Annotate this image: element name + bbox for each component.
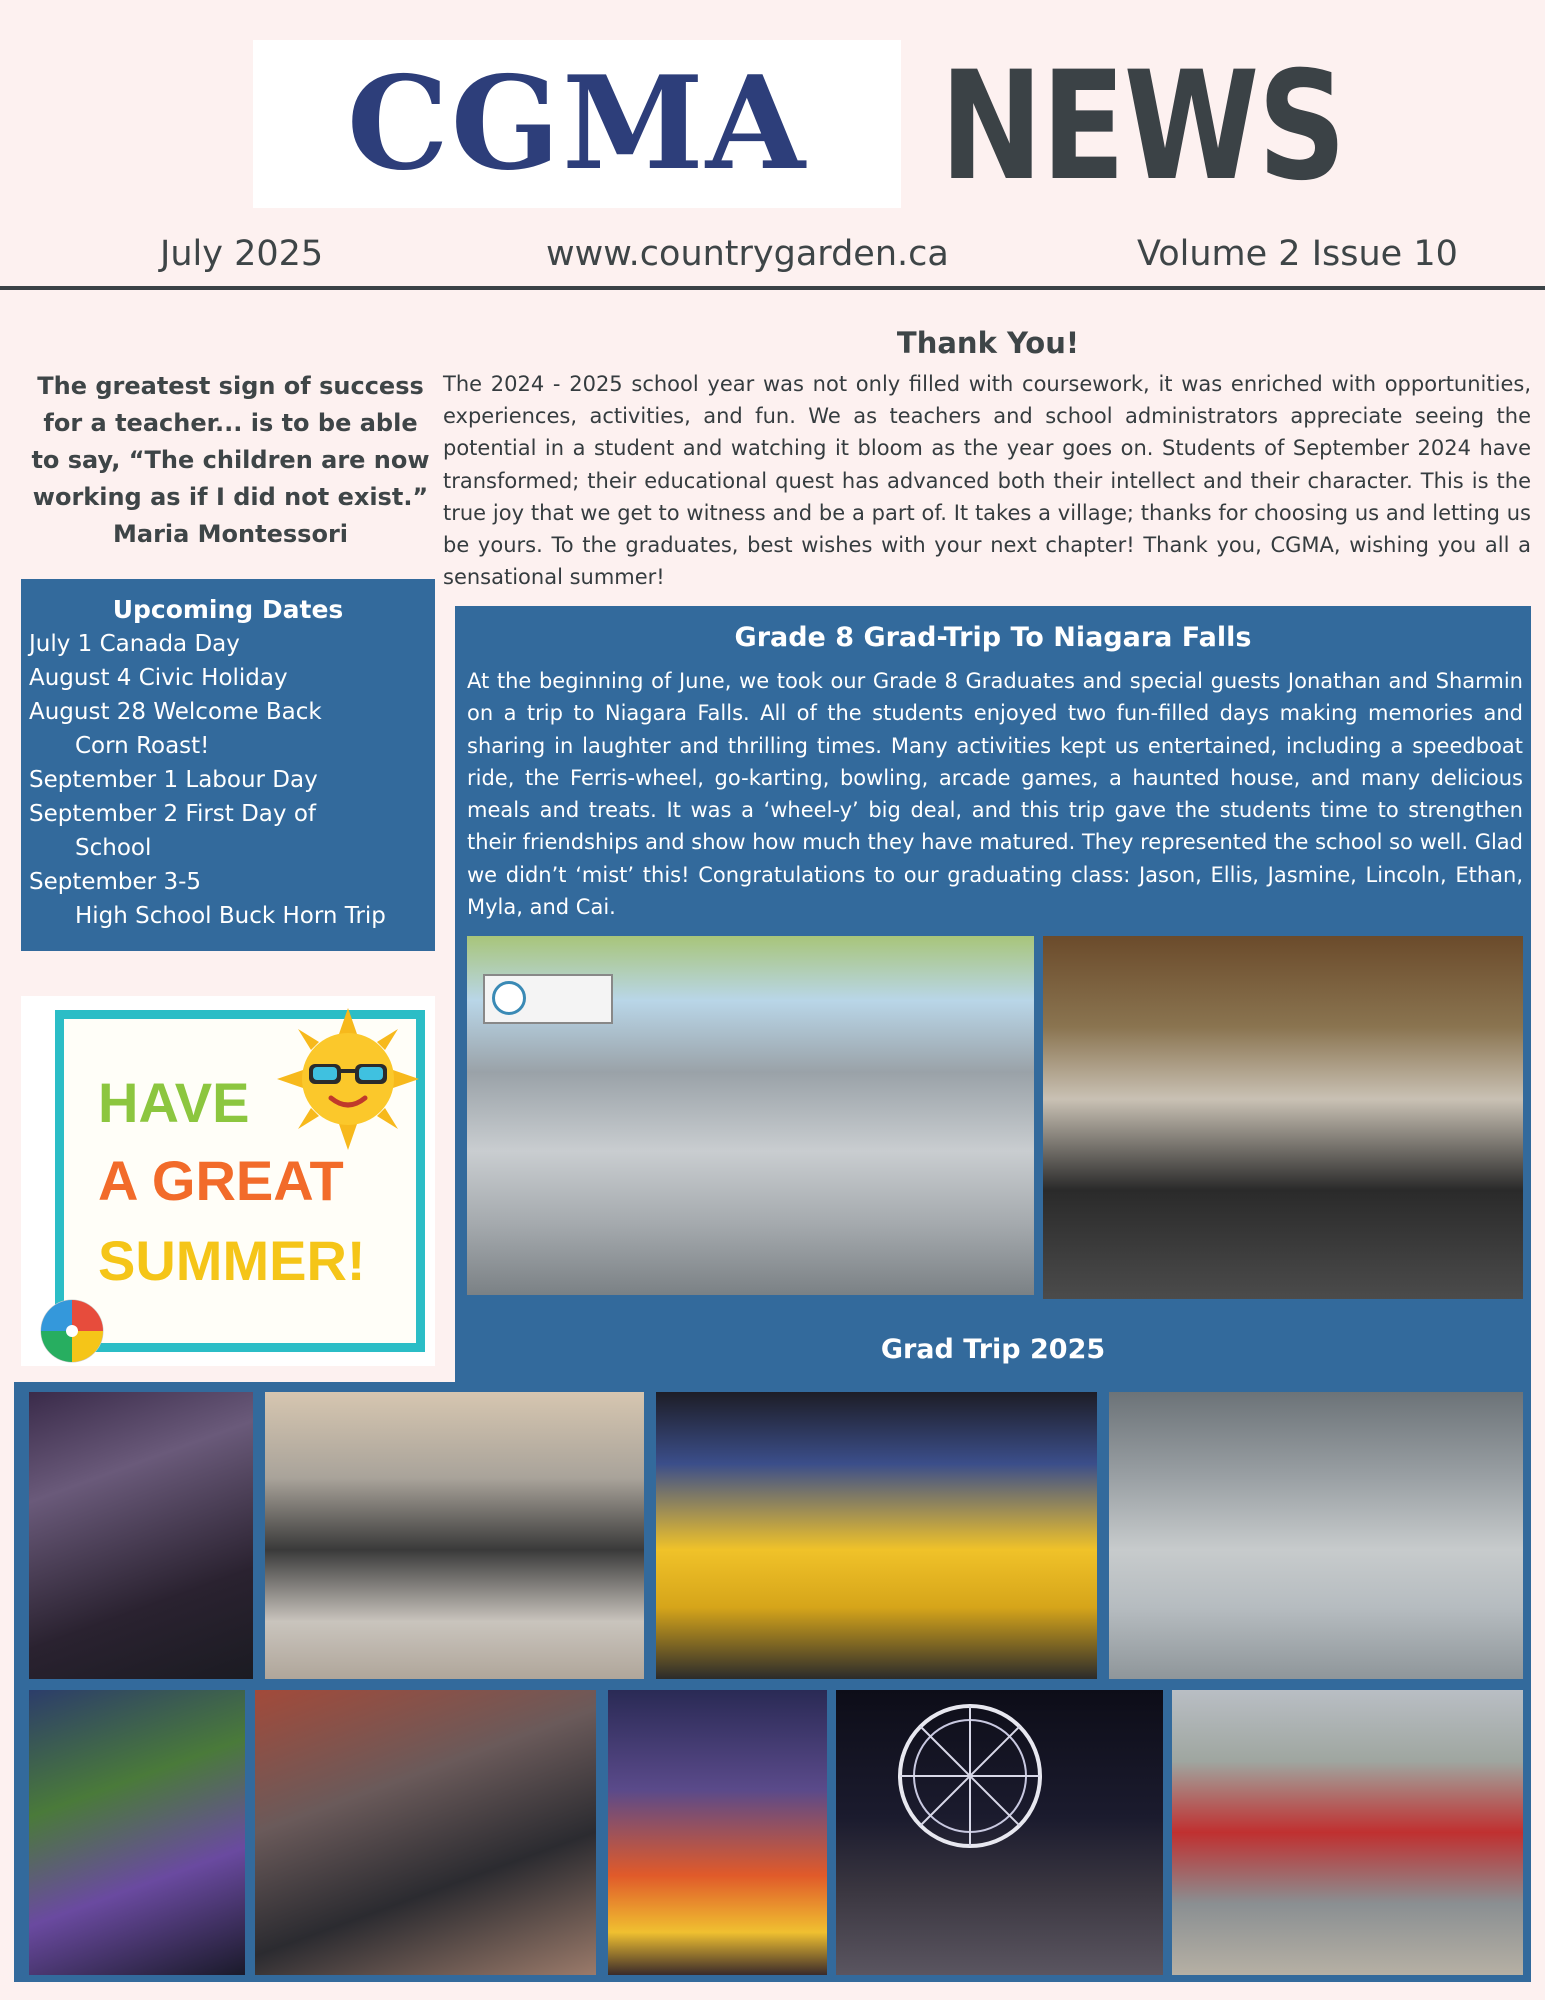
quote-text: The greatest sign of success for a teacher... is to be able to say, “The children are now working as if I did not exist.” [31, 372, 430, 511]
thank-you-body: The 2024 - 2025 school year was not only filled with coursework, it was enriched with opportunities, experiences, activities, and fun. We as teachers and school administrators appreciate seeing the potential in a student and watching it bloom as the year goes on. Students of September 2024 have transformed; their educational quest has advanced both their intellect and their character. This is the true joy that we get to witness and be a part of. It takes a village; thanks for choosing us and letting us be yours. To the graduates, best wishes with your next chapter! Thank you, CGMA, wishing you all a sensational summer! [443, 372, 1531, 590]
volume-issue: Volume 2 Issue 10 [1137, 234, 1458, 274]
summer-line-2: A GREAT [98, 1149, 344, 1212]
montessori-quote [28, 368, 433, 553]
quote-author: Maria Montessori [112, 520, 349, 548]
logo-text: CGMA [346, 49, 808, 199]
photo-indoor-group [1043, 936, 1523, 1299]
have-a-great-summer-graphic [21, 996, 435, 1366]
photo-ferris-wheel-night [836, 1690, 1163, 1975]
date-line: School [75, 835, 152, 861]
sun-sunglasses-icon [273, 1004, 423, 1154]
sign-number-icon [492, 981, 526, 1015]
summer-line-3: SUMMER! [98, 1229, 366, 1292]
date-line: High School Buck Horn Trip [75, 903, 386, 929]
photo-electric-chair [29, 1690, 245, 1975]
date-line: August 4 Civic Holiday [29, 665, 288, 691]
upcoming-dates-panel [21, 579, 435, 951]
header-divider [0, 286, 1545, 290]
grad-trip-title: Grade 8 Grad-Trip To Niagara Falls [734, 622, 1252, 653]
date-line: July 1 Canada Day [29, 631, 240, 657]
date-line: September 3-5 [29, 869, 202, 895]
issue-date: July 2025 [160, 234, 324, 274]
date-line: September 1 Labour Day [29, 767, 318, 793]
photo-motion-ride [656, 1392, 1097, 1679]
photo-bleachers-group [467, 936, 1034, 1295]
grad-trip-body: At the beginning of June, we took our Grade 8 Graduates and special guests Jonathan and Sharmin on a trip to Niagara Falls. All of the students enjoyed two fun-filled days making memories and sharing in laughter and thrilling times. Many activities kept us entertained, including a speedboat ride, the Ferris-wheel, go-karting, bowling, arcade games, a haunted house, and many delicious meals and treats. It was a ‘wheel-y’ big deal, and this trip gave the students time to strengthen their friendships and show how much they have matured. They represented the school so well. Glad we didn’t ‘mist’ this! Congratulations to our graduating class: Jason, Ellis, Jasmine, Lincoln, Ethan, Myla, and Cai. [467, 669, 1523, 920]
news-heading: NEWS [940, 40, 1345, 214]
date-line: September 2 First Day of [29, 801, 316, 827]
ferris-wheel-icon [890, 1696, 1050, 1856]
photo-life-jackets-group [1172, 1690, 1523, 1975]
photo-wax-museum [255, 1690, 596, 1975]
website-link[interactable]: www.countrygarden.ca [546, 234, 949, 274]
summer-line-1: HAVE [98, 1071, 250, 1134]
photo-whac-a-mole [608, 1690, 827, 1975]
date-line: Corn Roast! [75, 733, 210, 759]
cgma-logo [253, 40, 901, 208]
beach-ball-icon [39, 1298, 105, 1364]
photo-blue-bikes [1109, 1392, 1523, 1679]
thank-you-title: Thank You! [896, 326, 1080, 360]
upcoming-dates-title: Upcoming Dates [112, 595, 344, 624]
photo-candy-store-group [265, 1392, 644, 1679]
gallery-title: Grad Trip 2025 [880, 1334, 1106, 1365]
date-line: August 28 Welcome Back [29, 699, 322, 725]
photo-arcade-shooter [29, 1392, 253, 1679]
